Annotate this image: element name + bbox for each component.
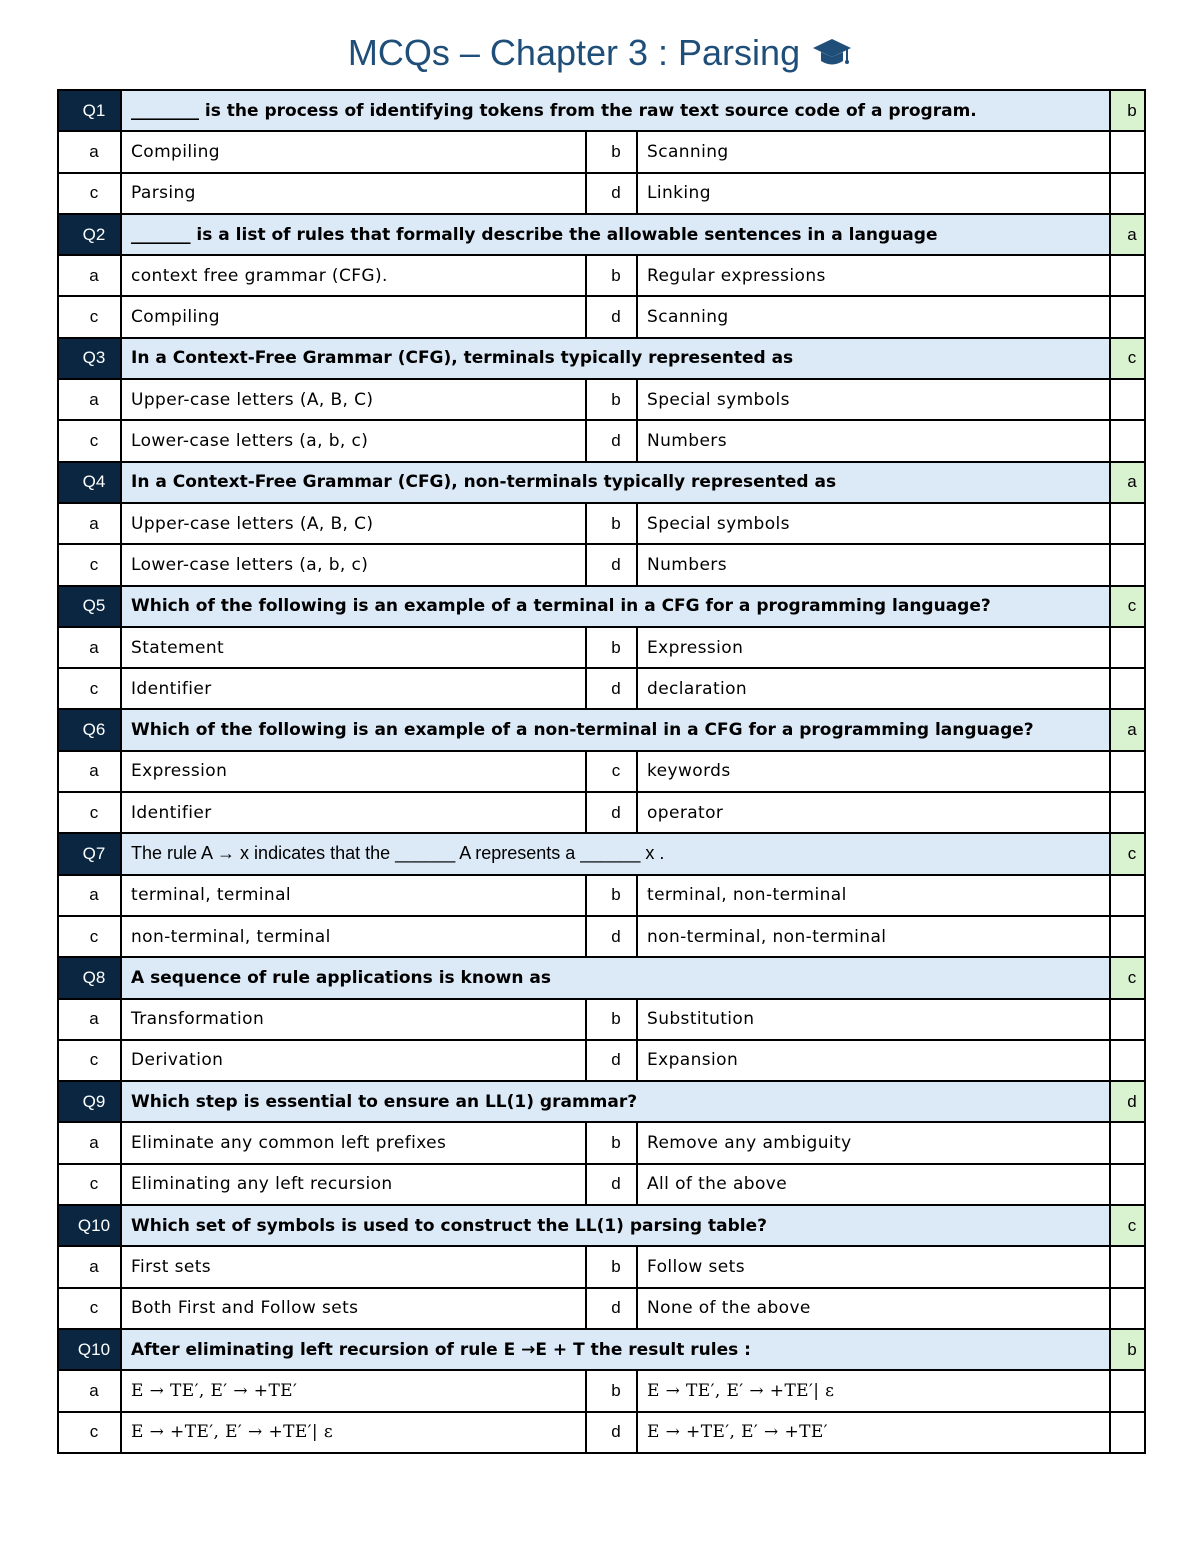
- option-text: Expansion: [637, 1040, 1110, 1081]
- option-letter: a: [58, 503, 121, 544]
- answer-key: c: [1110, 1205, 1145, 1246]
- answer-spacer: [1110, 1412, 1145, 1453]
- option-letter: d: [586, 668, 637, 709]
- option-letter: b: [586, 503, 637, 544]
- option-text: Upper-case letters (A, B, C): [121, 379, 586, 420]
- answer-spacer: [1110, 173, 1145, 214]
- answer-key: b: [1110, 90, 1145, 131]
- option-row: [58, 1164, 1145, 1205]
- question-text: Which step is essential to ensure an LL(1) grammar?: [121, 1081, 1110, 1122]
- option-row: [58, 131, 1145, 172]
- option-letter: d: [586, 544, 637, 585]
- question-number: Q3: [58, 338, 121, 379]
- question-text: Which of the following is an example of a terminal in a CFG for a programming language?: [121, 586, 1110, 627]
- option-row: [58, 751, 1145, 792]
- question-text: The rule A → x indicates that the ______ A represents a ______ x .: [121, 833, 1110, 874]
- question-number: Q8: [58, 957, 121, 998]
- question-row: [58, 957, 1145, 998]
- option-text: Linking: [637, 173, 1110, 214]
- option-text: Special symbols: [637, 379, 1110, 420]
- option-text: keywords: [637, 751, 1110, 792]
- option-letter: b: [586, 131, 637, 172]
- page-title-text: MCQs – Chapter 3 : Parsing: [347, 32, 801, 73]
- option-text: non-terminal, non-terminal: [637, 916, 1110, 957]
- option-row: [58, 255, 1145, 296]
- option-text: Eliminating any left recursion: [121, 1164, 586, 1205]
- answer-spacer: [1110, 1288, 1145, 1329]
- question-text: In a Context-Free Grammar (CFG), non-terminals typically represented as: [121, 462, 1110, 503]
- answer-spacer: [1110, 420, 1145, 461]
- answer-spacer: [1110, 751, 1145, 792]
- answer-key: c: [1110, 833, 1145, 874]
- answer-spacer: [1110, 792, 1145, 833]
- option-text: declaration: [637, 668, 1110, 709]
- option-text: E → +TE′, E′ → +TE′| ε: [121, 1412, 586, 1453]
- answer-key: a: [1110, 709, 1145, 750]
- option-letter: d: [586, 1164, 637, 1205]
- question-row: [58, 338, 1145, 379]
- option-text: Parsing: [121, 173, 586, 214]
- option-text: Transformation: [121, 999, 586, 1040]
- option-row: [58, 173, 1145, 214]
- answer-spacer: [1110, 379, 1145, 420]
- answer-spacer: [1110, 296, 1145, 337]
- option-letter: b: [586, 1370, 637, 1411]
- option-text: Follow sets: [637, 1246, 1110, 1287]
- option-letter: c: [58, 1040, 121, 1081]
- option-letter: b: [586, 255, 637, 296]
- option-row: [58, 379, 1145, 420]
- answer-spacer: [1110, 1370, 1145, 1411]
- option-text: Identifier: [121, 668, 586, 709]
- option-text: Numbers: [637, 544, 1110, 585]
- option-letter: d: [586, 296, 637, 337]
- option-letter: c: [58, 544, 121, 585]
- graduation-cap-icon: [812, 36, 852, 70]
- option-letter: c: [58, 1412, 121, 1453]
- option-letter: d: [586, 1040, 637, 1081]
- option-text: Statement: [121, 627, 586, 668]
- question-number: Q5: [58, 586, 121, 627]
- answer-spacer: [1110, 131, 1145, 172]
- question-number: Q1: [58, 90, 121, 131]
- option-row: [58, 503, 1145, 544]
- option-letter: c: [58, 296, 121, 337]
- answer-spacer: [1110, 255, 1145, 296]
- option-letter: d: [586, 916, 637, 957]
- option-row: [58, 668, 1145, 709]
- question-row: [58, 1329, 1145, 1370]
- answer-key: c: [1110, 586, 1145, 627]
- question-row: [58, 90, 1145, 131]
- option-letter: c: [58, 173, 121, 214]
- option-letter: d: [586, 792, 637, 833]
- option-letter: a: [58, 1246, 121, 1287]
- option-text: Expression: [121, 751, 586, 792]
- option-text: Expression: [637, 627, 1110, 668]
- option-row: [58, 1040, 1145, 1081]
- answer-spacer: [1110, 627, 1145, 668]
- answer-spacer: [1110, 544, 1145, 585]
- question-text: Which set of symbols is used to construct the LL(1) parsing table?: [121, 1205, 1110, 1246]
- option-letter: c: [586, 751, 637, 792]
- option-row: [58, 420, 1145, 461]
- option-text: None of the above: [637, 1288, 1110, 1329]
- option-text: First sets: [121, 1246, 586, 1287]
- option-text: Lower-case letters (a, b, c): [121, 420, 586, 461]
- option-row: [58, 296, 1145, 337]
- answer-spacer: [1110, 1040, 1145, 1081]
- option-letter: c: [58, 1288, 121, 1329]
- answer-spacer: [1110, 1122, 1145, 1163]
- option-text: Regular expressions: [637, 255, 1110, 296]
- option-row: [58, 792, 1145, 833]
- option-text: Compiling: [121, 131, 586, 172]
- option-text: Numbers: [637, 420, 1110, 461]
- option-text: Special symbols: [637, 503, 1110, 544]
- answer-spacer: [1110, 503, 1145, 544]
- option-text: Lower-case letters (a, b, c): [121, 544, 586, 585]
- question-row: [58, 586, 1145, 627]
- answer-spacer: [1110, 1246, 1145, 1287]
- option-text: operator: [637, 792, 1110, 833]
- answer-key: a: [1110, 462, 1145, 503]
- option-letter: b: [586, 1122, 637, 1163]
- question-number: Q10: [58, 1205, 121, 1246]
- option-letter: d: [586, 1288, 637, 1329]
- option-letter: a: [58, 1370, 121, 1411]
- option-letter: a: [58, 999, 121, 1040]
- option-text: Both First and Follow sets: [121, 1288, 586, 1329]
- option-text: Eliminate any common left prefixes: [121, 1122, 586, 1163]
- option-text: context free grammar (CFG).: [121, 255, 586, 296]
- option-text: E → TE′, E′ → +TE′: [121, 1370, 586, 1411]
- answer-key: c: [1110, 338, 1145, 379]
- option-text: Compiling: [121, 296, 586, 337]
- option-text: Remove any ambiguity: [637, 1122, 1110, 1163]
- answer-key: a: [1110, 214, 1145, 255]
- answer-spacer: [1110, 875, 1145, 916]
- option-letter: a: [58, 379, 121, 420]
- mcq-table: [57, 89, 1146, 1454]
- option-letter: d: [586, 420, 637, 461]
- question-text: After eliminating left recursion of rule E →E + T the result rules :: [121, 1329, 1110, 1370]
- option-letter: b: [586, 1246, 637, 1287]
- question-row: [58, 833, 1145, 874]
- question-text: ________ is the process of identifying tokens from the raw text source code of a program.: [121, 90, 1110, 131]
- option-letter: c: [58, 1164, 121, 1205]
- option-letter: b: [586, 627, 637, 668]
- option-letter: a: [58, 1122, 121, 1163]
- option-row: [58, 1370, 1145, 1411]
- option-row: [58, 1246, 1145, 1287]
- option-row: [58, 875, 1145, 916]
- option-letter: d: [586, 1412, 637, 1453]
- option-letter: c: [58, 420, 121, 461]
- question-number: Q4: [58, 462, 121, 503]
- question-number: Q7: [58, 833, 121, 874]
- option-text: Scanning: [637, 131, 1110, 172]
- answer-spacer: [1110, 999, 1145, 1040]
- answer-spacer: [1110, 668, 1145, 709]
- option-text: terminal, non-terminal: [637, 875, 1110, 916]
- question-number: Q6: [58, 709, 121, 750]
- option-row: [58, 627, 1145, 668]
- option-letter: c: [58, 916, 121, 957]
- option-row: [58, 1412, 1145, 1453]
- question-number: Q10: [58, 1329, 121, 1370]
- option-letter: a: [58, 131, 121, 172]
- answer-key: b: [1110, 1329, 1145, 1370]
- question-row: [58, 214, 1145, 255]
- option-text: All of the above: [637, 1164, 1110, 1205]
- option-text: Upper-case letters (A, B, C): [121, 503, 586, 544]
- option-letter: b: [586, 379, 637, 420]
- option-text: non-terminal, terminal: [121, 916, 586, 957]
- question-row: [58, 462, 1145, 503]
- answer-key: c: [1110, 957, 1145, 998]
- option-letter: b: [586, 999, 637, 1040]
- option-letter: c: [58, 668, 121, 709]
- option-text: E → +TE′, E′ → +TE′: [637, 1412, 1110, 1453]
- question-text: Which of the following is an example of a non-terminal in a CFG for a programming language?: [121, 709, 1110, 750]
- question-text: In a Context-Free Grammar (CFG), terminals typically represented as: [121, 338, 1110, 379]
- page-title: [0, 32, 1200, 74]
- question-row: [58, 1205, 1145, 1246]
- option-text: E → TE′, E′ → +TE′| ε: [637, 1370, 1110, 1411]
- answer-spacer: [1110, 916, 1145, 957]
- option-letter: a: [58, 875, 121, 916]
- question-row: [58, 709, 1145, 750]
- option-row: [58, 544, 1145, 585]
- option-row: [58, 1288, 1145, 1329]
- option-text: Identifier: [121, 792, 586, 833]
- option-letter: a: [58, 627, 121, 668]
- option-letter: d: [586, 173, 637, 214]
- question-number: Q9: [58, 1081, 121, 1122]
- option-letter: a: [58, 751, 121, 792]
- question-text: A sequence of rule applications is known as: [121, 957, 1110, 998]
- answer-spacer: [1110, 1164, 1145, 1205]
- option-text: Scanning: [637, 296, 1110, 337]
- option-text: terminal, terminal: [121, 875, 586, 916]
- answer-key: d: [1110, 1081, 1145, 1122]
- question-row: [58, 1081, 1145, 1122]
- option-letter: a: [58, 255, 121, 296]
- option-text: Derivation: [121, 1040, 586, 1081]
- option-letter: c: [58, 792, 121, 833]
- option-row: [58, 1122, 1145, 1163]
- question-text: _______ is a list of rules that formally describe the allowable sentences in a language: [121, 214, 1110, 255]
- option-letter: b: [586, 875, 637, 916]
- option-text: Substitution: [637, 999, 1110, 1040]
- option-row: [58, 916, 1145, 957]
- question-number: Q2: [58, 214, 121, 255]
- option-row: [58, 999, 1145, 1040]
